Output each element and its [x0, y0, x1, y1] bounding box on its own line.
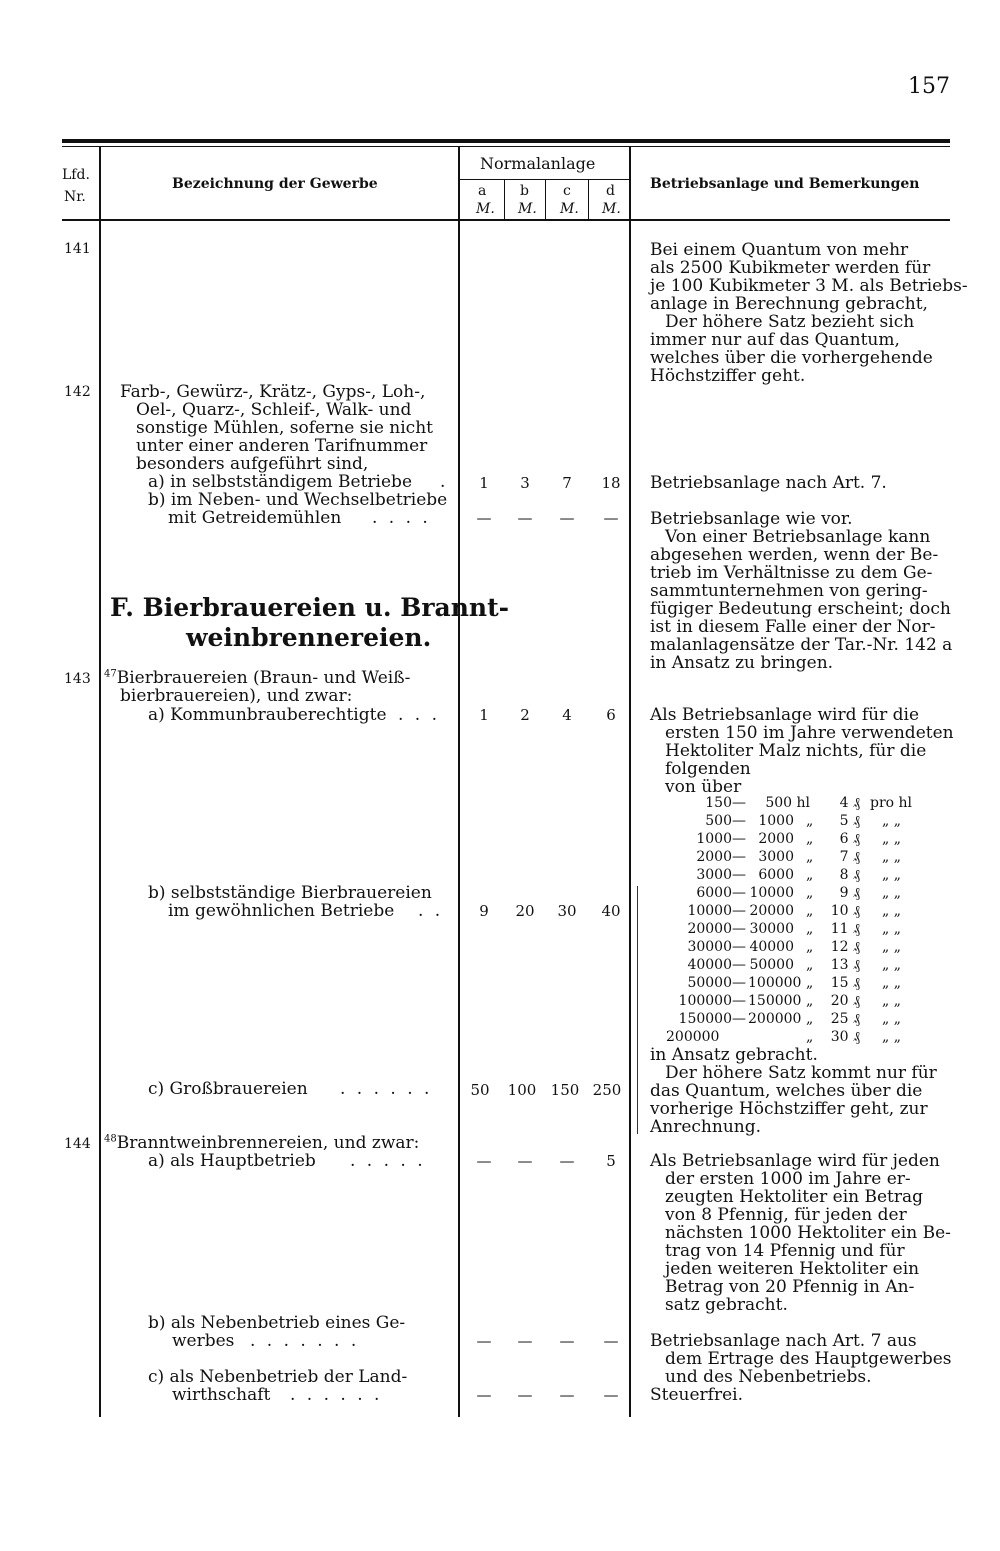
- row-143-remark-line: Der höhere Satz kommt nur für: [665, 1063, 937, 1083]
- scale-unit: „ „: [882, 939, 901, 955]
- scale-unit: „ „: [882, 813, 901, 829]
- row-141-nr: 141: [64, 241, 91, 257]
- row-143c-col-c: 150: [550, 1081, 580, 1099]
- row-142b-col-a: —: [476, 509, 492, 527]
- row-144a-col-d: 5: [606, 1152, 616, 1170]
- row-143a-col-c: 4: [562, 706, 572, 724]
- scale-from: 10000—: [687, 903, 746, 919]
- row-144a-remark-line: Betrag von 20 Pfennig in An-: [665, 1277, 915, 1297]
- leader-dots: . .: [418, 901, 444, 921]
- scale-ditto: „: [806, 849, 814, 865]
- scale-ditto: „: [806, 939, 814, 955]
- top-thick-rule: [62, 139, 950, 143]
- header-lfd: Lfd.: [62, 167, 90, 183]
- section-heading: weinbrennereien.: [186, 623, 432, 652]
- row-144a-remark-line: trag von 14 Pfennig und für: [665, 1241, 905, 1261]
- scale-from: 40000—: [687, 957, 746, 973]
- row-143a-col-b: 2: [520, 706, 530, 724]
- leader-dots: . . . .: [372, 508, 431, 528]
- row-142-desc-line: besonders aufgeführt sind,: [136, 454, 369, 474]
- scale-rate: 5 ₰: [839, 813, 860, 829]
- footnote-marker: 48: [104, 1133, 117, 1145]
- scale-unit: „ „: [882, 849, 901, 865]
- scale-from: 50000—: [687, 975, 746, 991]
- row-144a-remark-line: Als Betriebsanlage wird für jeden: [650, 1151, 940, 1171]
- row-144a-col-b: —: [517, 1152, 533, 1170]
- header-col-d: d: [606, 183, 615, 199]
- row-142-desc-line: Oel-, Quarz-, Schleif-, Walk- und: [136, 400, 412, 420]
- row-143-remark-line: Als Betriebsanlage wird für die: [650, 705, 920, 725]
- row-143-remark-line: folgenden: [665, 759, 751, 779]
- column-rule-nr: [99, 147, 101, 1417]
- row-143a-col-d: 6: [606, 706, 616, 724]
- row-142b-remark-line: fügiger Bedeutung erscheint; doch: [650, 599, 951, 619]
- row-144a-col-c: —: [559, 1152, 575, 1170]
- scale-rate: 20 ₰: [830, 993, 860, 1009]
- row-144b-col-b: —: [517, 1332, 533, 1350]
- scale-ditto: „: [806, 993, 814, 1009]
- scale-ditto: „: [806, 975, 814, 991]
- row-144c-col-a: —: [476, 1386, 492, 1404]
- scale-rate: 9 ₰: [839, 885, 860, 901]
- row-141-remark-line: Der höhere Satz bezieht sich: [665, 312, 915, 332]
- scale-ditto: „: [806, 831, 814, 847]
- leader-dots: . . . . . .: [340, 1079, 433, 1099]
- row-143-nr: 143: [64, 671, 91, 687]
- row-143-remark-line: in Ansatz gebracht.: [650, 1045, 818, 1065]
- row-144c-label-line: c) als Nebenbetrieb der Land-: [148, 1367, 408, 1387]
- rate-scale-table: [630, 794, 960, 1044]
- header-col-a: a: [478, 183, 487, 199]
- row-142b-remark-line: Betriebsanlage wie vor.: [650, 509, 853, 529]
- unit-b: M.: [518, 201, 537, 217]
- header-remarks: Betriebsanlage und Bemerkungen: [650, 176, 920, 192]
- row-142b-remark-line: abgesehen werden, wenn der Be-: [650, 545, 939, 565]
- leader-dots: . . . . . . .: [250, 1331, 360, 1351]
- scale-rate: 8 ₰: [839, 867, 860, 883]
- section-heading: F. Bierbrauereien u. Brannt-: [110, 593, 509, 622]
- footnote-marker: 47: [104, 668, 117, 680]
- scale-to: 100000: [748, 975, 802, 991]
- row-141-remark-line: Bei einem Quantum von mehr: [650, 240, 909, 260]
- scale-from: 500—: [705, 813, 746, 829]
- header-col-c: c: [563, 183, 571, 199]
- row-141-remark-line: anlage in Berechnung gebracht,: [650, 294, 928, 314]
- scale-ditto: „: [806, 813, 814, 829]
- row-144c-col-c: —: [559, 1386, 575, 1404]
- leader-dots: .: [440, 472, 449, 492]
- row-143-remark-line: Hektoliter Malz nichts, für die: [665, 741, 927, 761]
- row-144a-col-a: —: [476, 1152, 492, 1170]
- row-144b-label-line: b) als Nebenbetrieb eines Ge-: [148, 1313, 406, 1333]
- row-142b-label-line: b) im Neben- und Wechselbetriebe: [148, 490, 448, 510]
- row-142a-col-d: 18: [601, 474, 621, 492]
- row-142b-label-line: mit Getreidemühlen: [168, 508, 342, 528]
- row-142b-col-b: —: [517, 509, 533, 527]
- row-143-remark-line: Anrechnung.: [650, 1117, 762, 1137]
- scale-to: 30000: [749, 921, 794, 937]
- scale-from: 6000—: [696, 885, 746, 901]
- row-144b-label-line: werbes: [172, 1331, 235, 1351]
- row-143b-label-line: im gewöhnlichen Betriebe: [168, 901, 395, 921]
- row-142a-col-c: 7: [562, 474, 572, 492]
- leader-dots: . . . . .: [350, 1151, 426, 1171]
- row-142-nr: 142: [64, 384, 91, 400]
- scale-ditto: „: [806, 903, 814, 919]
- scale-unit: „ „: [882, 921, 901, 937]
- row-144-desc-text: Branntweinbrennereien, und zwar:: [116, 1133, 420, 1153]
- row-141-remark-line: immer nur auf das Quantum,: [650, 330, 900, 350]
- row-142a-label: a) in selbstständigem Betriebe: [148, 472, 412, 492]
- row-143c-col-d: 250: [592, 1081, 622, 1099]
- row-144b-remark-line: und des Nebenbetriebs.: [665, 1367, 872, 1387]
- scale-unit: „ „: [882, 993, 901, 1009]
- row-141-remark-line: welches über die vorhergehende: [650, 348, 933, 368]
- scale-to: 10000: [749, 885, 794, 901]
- header-nr: Nr.: [64, 189, 86, 205]
- row-142-desc-line: Farb-, Gewürz-, Krätz-, Gyps-, Loh-,: [120, 382, 426, 402]
- row-142b-remark-line: trieb im Verhältnisse zu dem Ge-: [650, 563, 933, 583]
- scale-unit: „ „: [882, 885, 901, 901]
- row-143-desc-line: bierbrauereien), und zwar:: [120, 686, 353, 706]
- scale-ditto: „: [806, 1011, 814, 1027]
- scale-to: 150000: [748, 993, 802, 1009]
- scale-unit: „ „: [882, 957, 901, 973]
- remark-brace-line: [637, 886, 638, 1134]
- scale-to: 200000: [748, 1011, 802, 1027]
- row-143c-label: c) Großbrauereien: [148, 1079, 308, 1099]
- row-144c-col-d: —: [603, 1386, 619, 1404]
- scale-unit: „ „: [882, 831, 901, 847]
- row-144b-remark-line: Betriebsanlage nach Art. 7 aus: [650, 1331, 917, 1351]
- row-143c-col-b: 100: [507, 1081, 537, 1099]
- row-143b-label-line: b) selbstständige Bierbrauereien: [148, 883, 432, 903]
- row-144a-remark-line: der ersten 1000 im Jahre er-: [665, 1169, 911, 1189]
- scale-ditto: „: [806, 1029, 814, 1045]
- scale-rate: 4 ₰: [839, 795, 860, 811]
- row-143b-col-c: 30: [557, 902, 577, 920]
- row-143b-col-a: 9: [479, 902, 489, 920]
- scale-unit: „ „: [882, 975, 901, 991]
- scale-from: 1000—: [696, 831, 746, 847]
- leader-dots: . . . . . .: [290, 1385, 383, 1405]
- row-144a-remark-line: von 8 Pfennig, für jeden der: [665, 1205, 907, 1225]
- row-143-remark-line: vorherige Höchstziffer geht, zur: [650, 1099, 928, 1119]
- scale-from: 150—: [705, 795, 746, 811]
- row-144b-col-d: —: [603, 1332, 619, 1350]
- scale-rate: 13 ₰: [830, 957, 860, 973]
- scale-to: 500 hl: [765, 795, 810, 811]
- scale-unit: „ „: [882, 1011, 901, 1027]
- header-col-b: b: [520, 183, 529, 199]
- header-bottom-rule: [62, 219, 950, 221]
- scale-ditto: „: [806, 921, 814, 937]
- column-rule-desc: [458, 147, 460, 1417]
- scale-from: 20000—: [687, 921, 746, 937]
- row-143a-label: a) Kommunbrauberechtigte: [148, 705, 387, 725]
- scale-to: 40000: [749, 939, 794, 955]
- unit-c: M.: [560, 201, 579, 217]
- scale-ditto: „: [806, 867, 814, 883]
- row-143-remark-line: das Quantum, welches über die: [650, 1081, 923, 1101]
- row-144-desc-line: [104, 1134, 419, 1152]
- row-144a-remark-line: zeugten Hektoliter ein Betrag: [665, 1187, 924, 1207]
- row-144c-remark: Steuerfrei.: [650, 1385, 743, 1405]
- scale-rate: 6 ₰: [839, 831, 860, 847]
- row-142a-remark: Betriebsanlage nach Art. 7.: [650, 473, 887, 493]
- row-143-desc-text: Bierbrauereien (Braun- und Weiß-: [116, 668, 411, 688]
- scale-rate: 25 ₰: [830, 1011, 860, 1027]
- row-144b-col-a: —: [476, 1332, 492, 1350]
- row-143b-col-b: 20: [515, 902, 535, 920]
- scale-to: 3000: [758, 849, 794, 865]
- row-142b-remark-line: in Ansatz zu bringen.: [650, 653, 834, 673]
- row-142a-col-b: 3: [520, 474, 530, 492]
- leader-dots: . . .: [398, 705, 441, 725]
- row-144a-remark-line: nächsten 1000 Hektoliter ein Be-: [665, 1223, 951, 1243]
- col-sep-bc-head: [545, 180, 546, 220]
- row-143a-col-a: 1: [479, 706, 489, 724]
- header-normalanlage: Normalanlage: [480, 154, 596, 173]
- row-143-remark-line: ersten 150 im Jahre verwendeten: [665, 723, 954, 743]
- row-144c-label-line: wirthschaft: [172, 1385, 271, 1405]
- page-number: 157: [908, 74, 950, 99]
- row-142b-remark-line: sammtunternehmen von gering-: [650, 581, 928, 601]
- row-143-desc-line: [104, 669, 410, 687]
- row-144a-remark-line: satz gebracht.: [665, 1295, 788, 1315]
- row-142b-remark-line: Von einer Betriebsanlage kann: [665, 527, 931, 547]
- scale-rate: 10 ₰: [830, 903, 860, 919]
- unit-a: M.: [476, 201, 495, 217]
- scale-unit: „ „: [882, 867, 901, 883]
- row-141-remark-line: als 2500 Kubikmeter werden für: [650, 258, 931, 278]
- scale-unit: pro hl: [870, 795, 913, 811]
- row-144a-remark-line: jeden weiteren Hektoliter ein: [665, 1259, 920, 1279]
- scale-from: 2000—: [696, 849, 746, 865]
- row-142b-col-d: —: [603, 509, 619, 527]
- scale-unit: „ „: [882, 1029, 901, 1045]
- scale-ditto: „: [806, 957, 814, 973]
- scale-to: 20000: [749, 903, 794, 919]
- row-142b-remark-line: ist in diesem Falle einer der Nor-: [650, 617, 936, 637]
- row-143b-col-d: 40: [601, 902, 621, 920]
- row-142a-col-a: 1: [479, 474, 489, 492]
- col-sep-cd-head: [588, 180, 589, 220]
- column-rule-d: [629, 147, 631, 1417]
- scale-from: 30000—: [687, 939, 746, 955]
- row-142-desc-line: unter einer anderen Tarifnummer: [136, 436, 428, 456]
- scale-to: 1000: [758, 813, 794, 829]
- row-142-desc-line: sonstige Mühlen, soferne sie nicht: [136, 418, 433, 438]
- scale-to: 2000: [758, 831, 794, 847]
- col-sep-ab-head: [504, 180, 505, 220]
- row-144a-label: a) als Hauptbetrieb: [148, 1151, 316, 1171]
- scale-rate: 12 ₰: [830, 939, 860, 955]
- scale-rate: 7 ₰: [839, 849, 860, 865]
- scale-to: 6000: [758, 867, 794, 883]
- scale-rate: 11 ₰: [830, 921, 860, 937]
- row-144-nr: 144: [64, 1136, 91, 1152]
- row-142b-remark-line: malanlagensätze der Tar.-Nr. 142 a: [650, 635, 953, 655]
- scale-from: 200000: [666, 1029, 720, 1045]
- row-144b-remark-line: dem Ertrage des Hauptgewerbes: [665, 1349, 952, 1369]
- row-143-remark-line: von über: [665, 777, 742, 797]
- row-143c-col-a: 50: [470, 1081, 490, 1099]
- scale-unit: „ „: [882, 903, 901, 919]
- unit-d: M.: [602, 201, 621, 217]
- row-144b-col-c: —: [559, 1332, 575, 1350]
- row-142b-col-c: —: [559, 509, 575, 527]
- scale-to: 50000: [749, 957, 794, 973]
- scale-rate: 15 ₰: [830, 975, 860, 991]
- row-144c-col-b: —: [517, 1386, 533, 1404]
- scale-ditto: „: [806, 885, 814, 901]
- scale-from: 3000—: [696, 867, 746, 883]
- header-description: Bezeichnung der Gewerbe: [172, 176, 378, 192]
- top-thin-rule: [62, 146, 950, 147]
- scale-from: 150000—: [678, 1011, 746, 1027]
- scale-rate: 30 ₰: [830, 1029, 860, 1045]
- row-141-remark-line: je 100 Kubikmeter 3 M. als Betriebs-: [650, 276, 968, 296]
- row-141-remark-line: Höchstziffer geht.: [650, 366, 806, 386]
- scale-from: 100000—: [678, 993, 746, 1009]
